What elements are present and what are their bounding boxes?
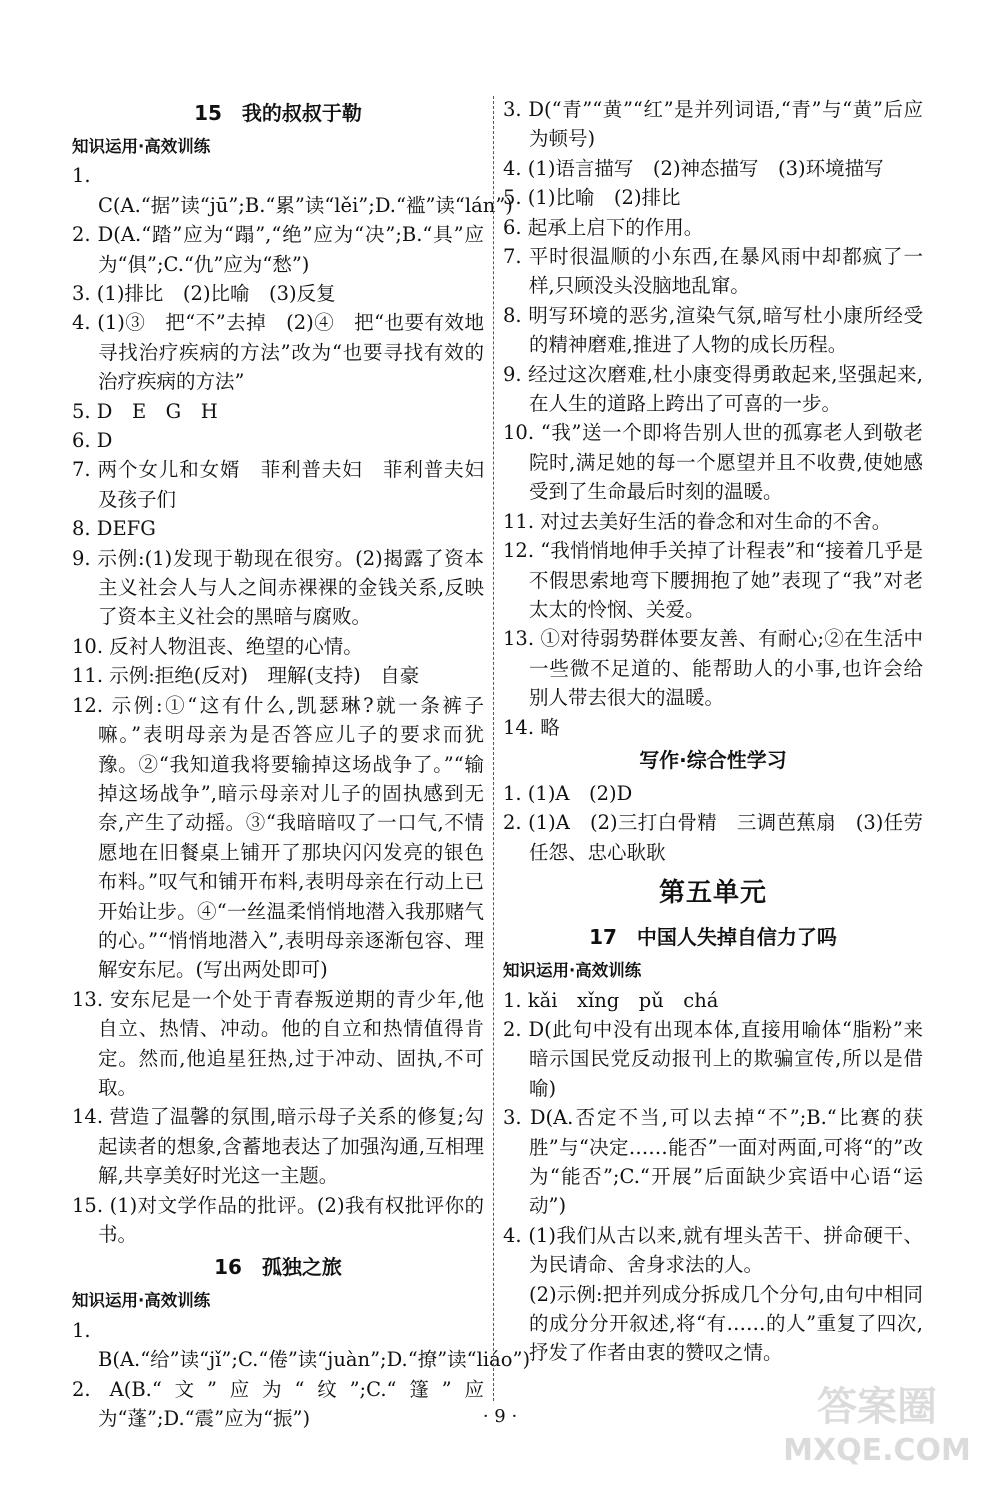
answer-item: 14. 略: [503, 715, 560, 739]
answer-item: 12. “我悄悄地伸手关掉了计程表”和“接着几乎是不假思索地弯下腰拥抱了她”表现了“我”对老太太的怜悯、关爱。: [503, 539, 923, 621]
section-16-subheading: 知识运用·高效训练: [72, 1291, 211, 1311]
watermark-logo: [782, 1375, 972, 1470]
answer-item: 2. A(B.“文”应为“纹”;C.“篷”应为“蓬”;D.“震”应为“振”): [72, 1377, 484, 1431]
answer-item: 2. D(A.“踏”应为“蹋”,“绝”应为“决”;B.“具”应为“俱”;C.“仇”应为“愁”): [72, 223, 484, 276]
answer-item: 10. “我”送一个即将告别人世的孤寡老人到敬老院时,满足她的每一个愿望并且不收费,使她感受到了生命最后时刻的温暖。: [503, 421, 923, 504]
section-16-title: 16 孤独之旅: [214, 1255, 342, 1280]
answer-item: 15. (1)对文学作品的批评。(2)我有权批评你的书。: [72, 1193, 484, 1247]
answer-item: 6. 起承上启下的作用。: [503, 215, 704, 239]
answer-item: 7. 平时很温顺的小东西,在暴风雨中却都疯了一样,只顾没头没脑地乱窜。: [503, 245, 923, 298]
answer-item: 3. D(“青”“黄”“红”是并列词语,“青”与“黄”后应为顿号): [503, 98, 923, 151]
answer-item: 8. 明写环境的恶劣,渲染气氛,暗写杜小康所经受的精神磨难,推进了人物的成长历程。: [503, 303, 923, 357]
watermark-top-text: 答案圈: [817, 1384, 937, 1430]
answer-item-continuation: (2)示例:把并列成分拆成几个分句,由句中相同的成分分开叙述,将“有……的人”重复了四次,抒发了作者由衷的赞叹之情。: [529, 1282, 923, 1365]
section-17-subheading: 知识运用·高效训练: [503, 961, 642, 981]
section-15-subheading: 知识运用·高效训练: [72, 137, 211, 156]
writing-section-title: 写作·综合性学习: [639, 747, 787, 772]
answer-item: 1. C(A.“据”读“jū”;B.“累”读“lěi”;D.“褴”读“lán”): [72, 164, 513, 217]
unit-title: 第五单元: [658, 878, 767, 909]
right-column: [503, 95, 923, 1368]
left-column: [72, 95, 531, 1433]
answer-item: 3. (1)排比 (2)比喻 (3)反复: [72, 282, 336, 306]
page-number: · 9 ·: [482, 1406, 518, 1427]
answer-item: 6. D: [72, 429, 113, 453]
answer-item: 11. 示例:拒绝(反对) 理解(支持) 自豪: [72, 664, 420, 688]
answer-item: 2. D(此句中没有出现本体,直接用喻体“脂粉”来暗示国民党反动报刊上的欺骗宣传,所以是借喻): [503, 1017, 923, 1100]
answer-item: 4. (1)语言描写 (2)神态描写 (3)环境描写: [503, 156, 884, 180]
answer-item: 14. 营造了温馨的氛围,暗示母子关系的修复;勾起读者的想象,含蓄地表达了加强沟通,互相理解,共享美好时光这一主题。: [72, 1105, 484, 1188]
answer-item: 9. 经过这次磨难,杜小康变得勇敢起来,坚强起来,在人生的道路上跨出了可喜的一步。: [503, 362, 923, 416]
section-15-title: 15 我的叔叔于勒: [194, 101, 362, 125]
column-divider: [493, 96, 494, 1401]
answer-item: 4. (1)我们从古以来,就有埋头苦干、拼命硬干、为民请命、舍身求法的人。: [503, 1223, 923, 1277]
answer-item: 1. (1)A (2)D: [503, 781, 633, 805]
answer-item: 1. B(A.“给”读“jǐ”;C.“倦”读“juàn”;D.“撩”读“liáo”): [72, 1318, 531, 1372]
answer-item: 10. 反衬人物沮丧、绝望的心情。: [72, 634, 363, 658]
watermark-bottom-text: MXQE.COM: [783, 1433, 971, 1468]
answer-item: 13. 安东尼是一个处于青春叛逆期的青少年,他自立、热情、冲动。他的自立和热情值得肯定。然而,他追星狂热,过于冲动、固执,不可取。: [72, 987, 484, 1099]
answer-item: 7. 两个女儿和女婿 菲利普夫妇 菲利普夫妇及孩子们: [72, 458, 484, 511]
answer-item: 1. kǎi xǐng pǔ chá: [503, 988, 719, 1012]
answer-item: 12. 示例:①“这有什么,凯瑟琳?就一条裤子嘛。”表明母亲为是否答应儿子的要求而犹豫。②“我知道我将要输掉这场战争了。”“输掉这场战争”,暗示母亲对儿子的固执感到无奈,产生了动摇。③“我暗暗叹了一口气,不情愿地在旧餐桌上铺开了那块闪闪发亮的银色布料。”叹气和铺开布料,表明母亲在行动上已开始让步。④“一丝温柔悄悄地潜入我那赌气的心。”“悄悄地潜入”,表明母亲逐渐包容、理解安东尼。(写出两处即可): [72, 693, 484, 982]
answer-item: 3. D(A.否定不当,可以去掉“不”;B.“比赛的获胜”与“决定……能否”一面对两面,可将“的”改为“能否”;C.“开展”后面缺少宾语中心语“运动”): [503, 1106, 923, 1218]
answer-item: 9. 示例:(1)发现于勒现在很穷。(2)揭露了资本主义社会人与人之间赤裸裸的金钱关系,反映了资本主义社会的黑暗与腐败。: [72, 546, 484, 629]
answer-item: 4. (1)③ 把“不”去掉 (2)④ 把“也要有效地寻找治疗疾病的方法”改为“也要寻找有效的治疗疾病的方法”: [72, 311, 484, 394]
answer-item: 5. D E G H: [72, 399, 218, 423]
answer-item: 13. ①对待弱势群体要友善、有耐心;②在生活中一些微不足道的、能帮助人的小事,也许会给别人带去很大的温暖。: [503, 627, 923, 710]
answer-item: 2. (1)A (2)三打白骨精 三调芭蕉扇 (3)任劳任怨、忠心耿耿: [503, 811, 923, 864]
answer-item: 8. DEFG: [72, 517, 156, 541]
answer-item: 11. 对过去美好生活的眷念和对生命的不舍。: [503, 509, 892, 533]
answer-item: 5. (1)比喻 (2)排比: [503, 186, 681, 210]
section-17-title: 17 中国人失掉自信力了吗: [589, 925, 837, 950]
